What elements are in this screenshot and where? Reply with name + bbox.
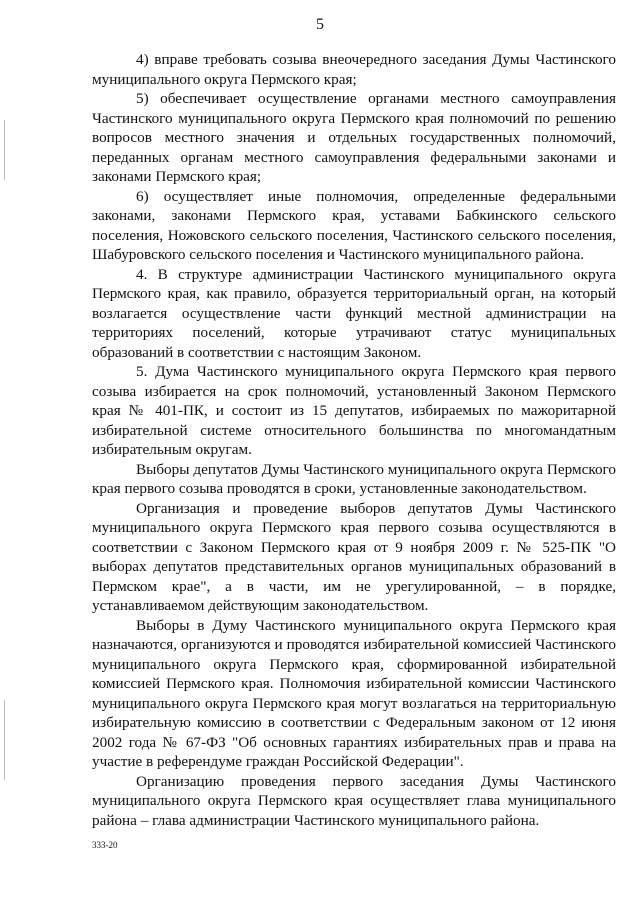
paragraph-item-5: 5) обеспечивает осуществление органами местного самоуправления Частинского муниципального округа Пермского края полномочий по решению вопросов местного значения и отдельных государственных полномочий, переданных органам местного самоуправления федеральными законами и законами Пермского края;	[92, 90, 616, 185]
paragraph-first-session: Организацию проведения первого заседания Думы Частинского муниципального округа Пермского края осуществляет глава муниципального района – глава администрации Частинского муниципального района.	[92, 772, 616, 829]
paragraph-item-4: 4) вправе требовать созыва внеочередного заседания Думы Частинского муниципального округа Пермского края;	[92, 51, 616, 88]
scan-edge-mark	[4, 120, 5, 180]
paragraph-section-5: 5. Дума Частинского муниципального округа Пермского края первого созыва избирается на срок полномочий, установленный Законом Пермского края № 401-ПК, и состоит из 15 депутатов, избираемых по мажоритарной избирательной системе относительного большинства по многомандатным избирательным округам.	[92, 363, 616, 458]
paragraph-item-6: 6) осуществляет иные полномочия, определенные федеральными законами, законами Пермского края, уставами Бабкинского сельского поселения, Ножовского сельского поселения, Частинского сельского поселения, Шабуровского сельского поселения и Частинского муниципального района.	[92, 187, 616, 263]
document-body	[92, 50, 616, 830]
paragraph-section-4: 4. В структуре администрации Частинского муниципального округа Пермского края, как правило, образуется территориальный орган, на который возлагается осуществление части функций местной администрации на территориях поселений, которые утрачивают статус муниципальных образований в соответствии с настоящим Законом.	[92, 265, 616, 361]
paragraph-election-organization: Организация и проведение выборов депутатов Думы Частинского муниципального округа Пермского края первого созыва осуществляются в соответствии с Законом Пермского края от 9 ноября 2009 г. № 525-ПК "О выборах депутатов представительных органов муниципальных образований в Пермском крае", а в части, им не урегулированной, – в порядке, устанавливаемом действующим законодательством.	[92, 499, 616, 614]
paragraph-election-timing: Выборы депутатов Думы Частинского муниципального округа Пермского края первого созыва проводятся в сроки, установленные законодательством.	[92, 460, 616, 497]
paragraph-election-commission: Выборы в Думу Частинского муниципального округа Пермского края назначаются, организуются и проводятся избирательной комиссией Частинского муниципального округа Пермского края, сформированной избирательной комиссией Пермского края. Полномочия избирательной комиссии Частинского муниципального округа Пермского края могут возлагаться на территориальную избирательную комиссию в соответствии с Федеральным законом от 12 июня 2002 года № 67-ФЗ "Об основных гарантиях избирательных прав и права на участие в референдуме граждан Российской Федерации".	[92, 616, 616, 770]
scan-edge-mark	[4, 700, 5, 780]
document-code: 333-20	[92, 840, 118, 850]
page-number: 5	[316, 16, 324, 33]
